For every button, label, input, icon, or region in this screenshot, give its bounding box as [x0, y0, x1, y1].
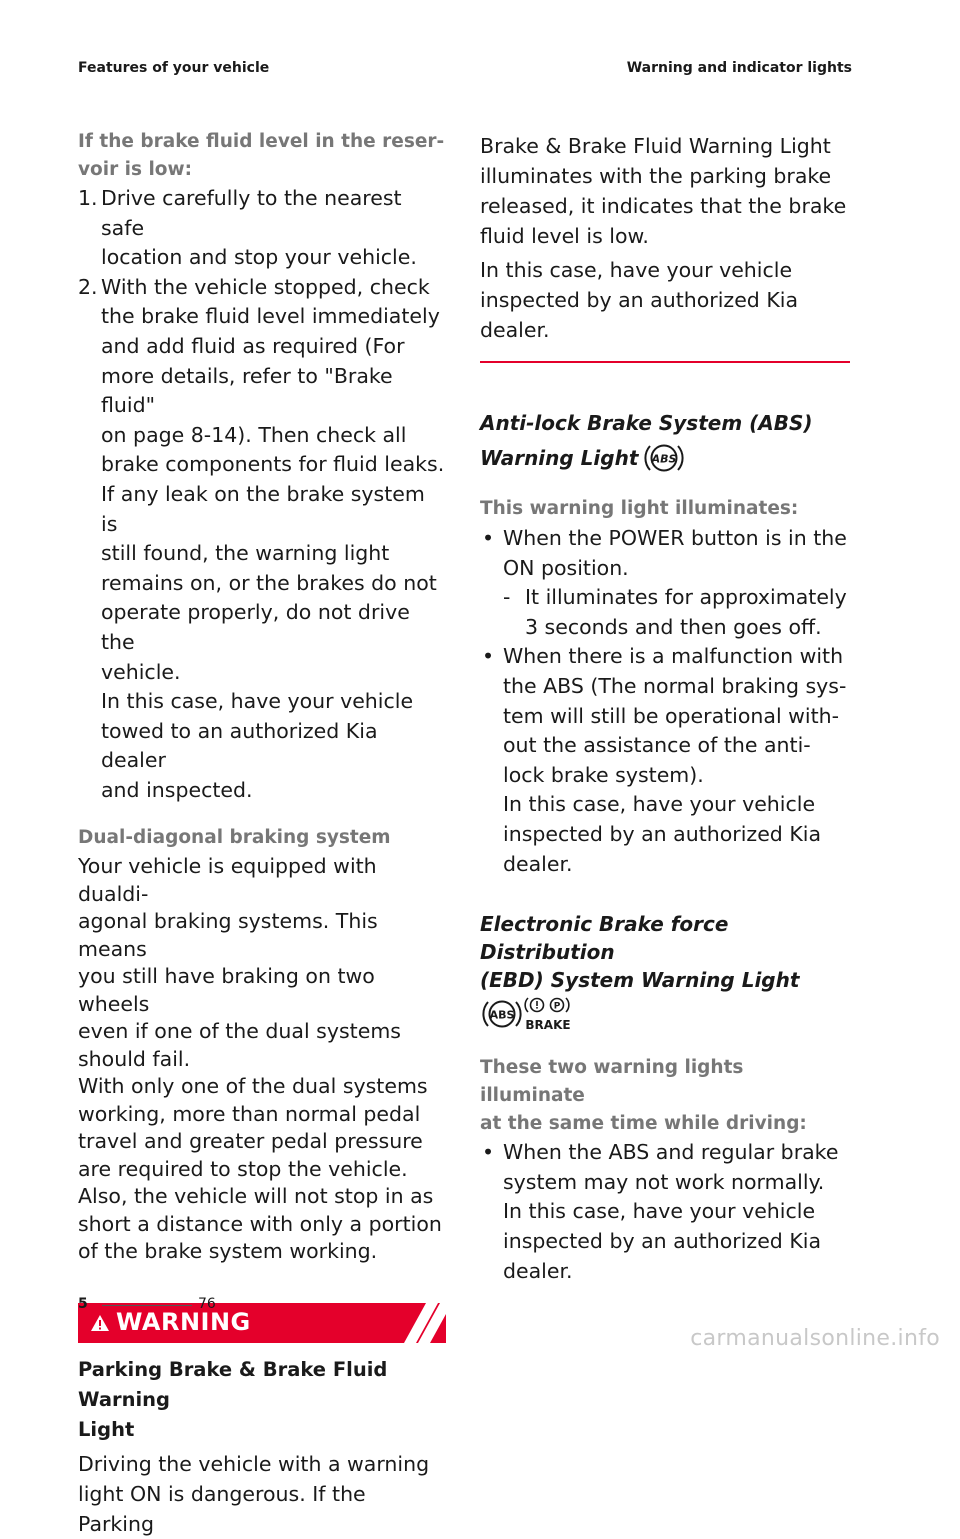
text-line: even if one of the dual systems [78, 1019, 401, 1044]
reservoir-heading: If the brake fluid level in the reser- voir is low: [78, 131, 445, 180]
text-line: lock brake system). [503, 762, 704, 787]
text-line: operate properly, do not drive the [101, 600, 410, 654]
right-column [480, 131, 850, 1286]
text-line: inspected by an authorized Kia [503, 821, 822, 846]
text-line: remains on, or the brakes do not [101, 570, 437, 595]
list-item [480, 1138, 850, 1286]
text-line: are required to stop the vehicle. [78, 1156, 408, 1181]
warning-stripes-icon [386, 1303, 446, 1343]
text-line: Also, the vehicle will not stop in as [78, 1184, 434, 1209]
text-line: still found, the warning light [101, 541, 390, 566]
text-line: dealer. [480, 318, 550, 342]
text-line: light ON is dangerous. If the Parking [78, 1481, 366, 1536]
text-line: In this case, have your vehicle [503, 792, 816, 817]
page-number: 76 [198, 1296, 216, 1312]
sub-list [503, 583, 850, 642]
text-line: the brake fluid level immediately [101, 304, 440, 329]
step-number: 1. [78, 186, 98, 210]
text-line: When there is a malfunction with [503, 644, 844, 669]
text-line: towed to an authorized Kia dealer [101, 718, 378, 773]
svg-text:ABS: ABS [489, 1008, 515, 1022]
text-line: Your vehicle is equipped with dualdi- [78, 854, 377, 906]
warning-triangle-icon [90, 1314, 110, 1332]
text-line: you still have braking on two wheels [78, 964, 375, 1016]
abs-warning-icon [480, 996, 524, 1032]
text-line: fluid level is low. [480, 224, 649, 248]
warning-body [78, 1449, 446, 1539]
warning-label: WARNING [116, 1307, 251, 1336]
dash-mark: - [503, 585, 511, 610]
text-line: If any leak on the brake system is [101, 481, 425, 536]
text-line: Driving the vehicle with a warning [78, 1451, 430, 1476]
sub-list-item [503, 583, 850, 642]
text-line: When the ABS and regular brake [503, 1140, 839, 1165]
brake-warning-icon [524, 996, 572, 1032]
text-line: illuminates with the parking brake [480, 164, 832, 188]
text-line: and add fluid as required (For [101, 333, 405, 358]
warning-title: Parking Brake & Brake Fluid Warning Light [78, 1357, 388, 1441]
text-line: Brake & Brake Fluid Warning Light [480, 134, 831, 158]
list-item [78, 273, 446, 806]
dual-diagonal-heading: Dual-diagonal braking system [78, 827, 391, 849]
text-line: out the assistance of the anti- [503, 733, 811, 758]
text-line: In this case, have your vehicle [101, 689, 414, 714]
text-line: It illuminates for approximately [525, 585, 847, 610]
watermark: carmanualsonline.info [690, 1326, 940, 1351]
section-divider [480, 361, 850, 363]
text-line: more details, refer to "Brake fluid" [101, 363, 393, 418]
abs-subheading: This warning light illuminates: [480, 498, 799, 519]
text-line: short a distance with only a portion [78, 1211, 442, 1236]
svg-text:P: P [553, 1001, 561, 1012]
step-number: 2. [78, 274, 98, 299]
list-item [480, 642, 850, 879]
text-line: of the brake system working. [78, 1239, 378, 1264]
ebd-conditions-list [480, 1138, 850, 1286]
text-line: 3 seconds and then goes off. [525, 614, 822, 639]
text-line: tem will still be operational with- [503, 703, 840, 728]
warning-continued-advice [480, 255, 850, 345]
text-line: working, more than normal pedal [78, 1101, 421, 1126]
list-item [480, 524, 850, 642]
warning-continued-text [480, 131, 850, 251]
text-line: travel and greater pedal pressure [78, 1129, 423, 1154]
text-line: should fail. [78, 1046, 191, 1071]
reservoir-steps [78, 184, 446, 805]
ebd-icons [480, 996, 850, 1032]
bullet-dot: • [482, 644, 495, 669]
text-line: location and stop your vehicle. [101, 245, 417, 270]
text-line: released, it indicates that the brake [480, 194, 847, 218]
abs-conditions-list [480, 524, 850, 879]
ebd-subheading: These two warning lights illuminate at the same time while driving: [480, 1057, 807, 1135]
svg-text:ABS: ABS [651, 452, 677, 466]
text-line: ON position. [503, 555, 629, 580]
text-line: inspected by an authorized Kia [503, 1228, 822, 1253]
text-line: With the vehicle stopped, check [101, 274, 430, 299]
text-line: In this case, have your vehicle [503, 1199, 816, 1224]
text-line: In this case, have your vehicle [480, 258, 793, 282]
chapter-number: 5 [78, 1296, 88, 1312]
abs-section-title: Anti-lock Brake System (ABS) Warning Light ABS [480, 407, 850, 476]
footer-rule [102, 1305, 192, 1306]
text-line: and inspected. [101, 777, 253, 802]
dual-diagonal-body [78, 853, 446, 1266]
page-header [78, 60, 852, 80]
svg-text:BRAKE: BRAKE [525, 1018, 571, 1033]
text-line: system may not work normally. [503, 1169, 825, 1194]
list-item [78, 184, 446, 273]
bullet-dot: • [482, 1140, 495, 1165]
text-line: on page 8-14). Then check all [101, 422, 407, 447]
ebd-section-title: Electronic Brake force Distribution (EBD) System Warning Light [480, 912, 800, 993]
warning-banner [78, 1303, 446, 1343]
bullet-dot: • [482, 526, 495, 550]
text-line: With only one of the dual systems [78, 1074, 428, 1099]
text-line: Drive carefully to the nearest safe [101, 186, 402, 240]
text-line: inspected by an authorized Kia [480, 288, 799, 312]
header-section-title: Features of your vehicle [78, 60, 270, 76]
text-line: agonal braking systems. This means [78, 909, 378, 961]
header-topic-title: Warning and indicator lights [626, 60, 852, 76]
text-line: dealer. [503, 1258, 573, 1283]
abs-warning-icon [642, 440, 686, 476]
text-line: the ABS (The normal braking sys- [503, 673, 847, 698]
left-column [78, 128, 446, 1539]
text-line: vehicle. [101, 659, 181, 684]
text-line: When the POWER button is in the [503, 526, 847, 550]
text-line: dealer. [503, 851, 573, 876]
text-line: brake components for fluid leaks. [101, 452, 445, 477]
